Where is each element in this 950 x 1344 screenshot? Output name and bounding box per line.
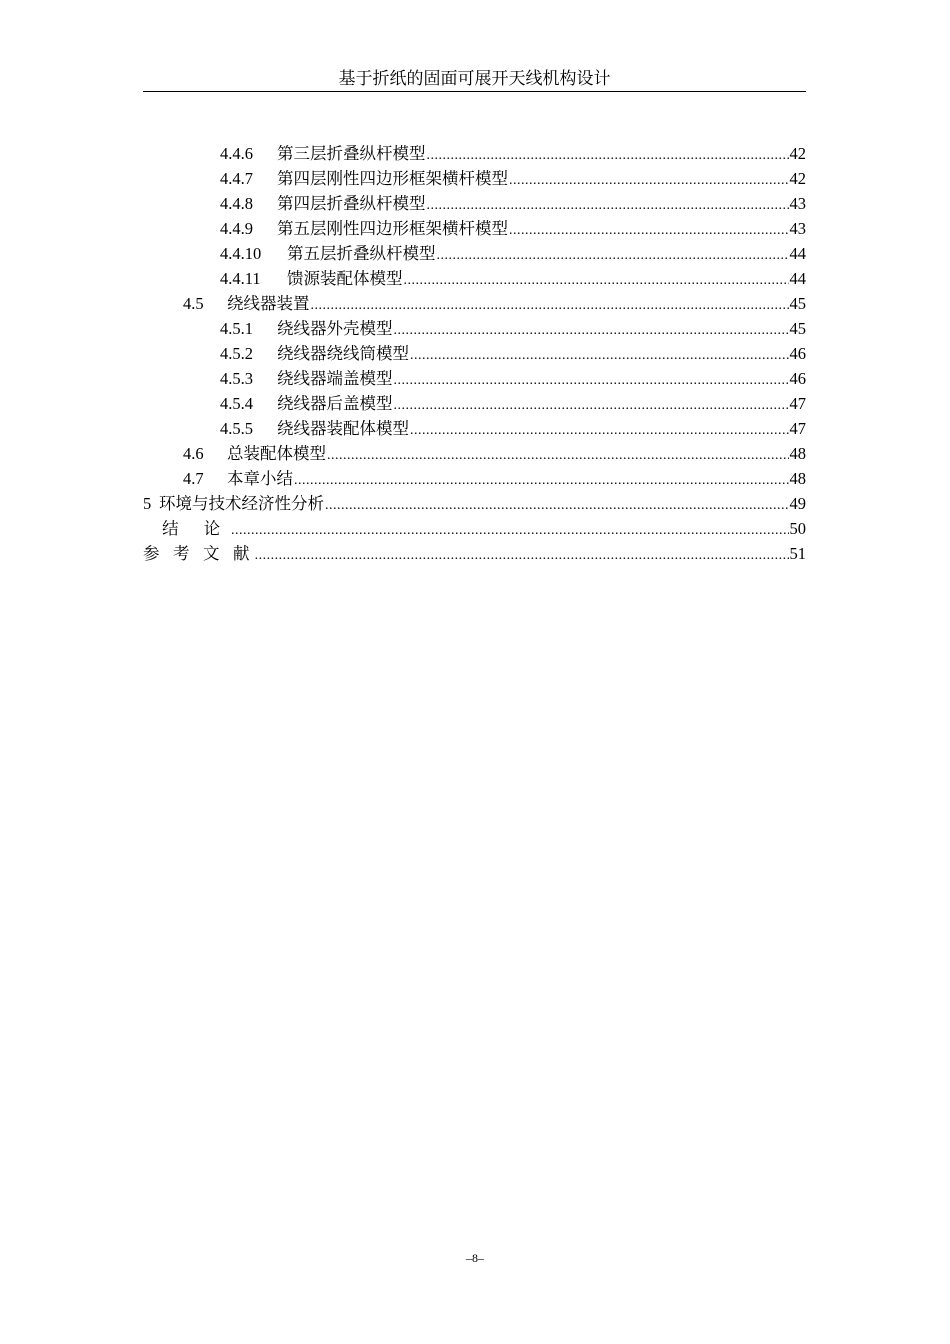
- toc-entry-page: 46: [789, 344, 806, 363]
- toc-entry-5[interactable]: [143, 491, 806, 516]
- toc-dot-leader: [404, 268, 789, 293]
- toc-entry-title: 绕线器后盖模型: [277, 394, 393, 413]
- toc-entry-title: 绕线器外壳模型: [277, 319, 393, 338]
- toc-entry-4-7[interactable]: [143, 466, 806, 491]
- toc-entry-4-4-6[interactable]: [143, 141, 806, 166]
- toc-entry-title: 第三层折叠纵杆模型: [277, 144, 426, 163]
- toc-entry-page: 49: [789, 494, 806, 513]
- toc-entry-number: 4.6: [183, 444, 204, 463]
- toc-dot-leader: [427, 193, 789, 218]
- toc-entry-number: 4.4.11: [220, 269, 261, 288]
- toc-entry-page: 47: [789, 394, 806, 413]
- toc-entry-number: 4.5.1: [220, 319, 253, 338]
- toc-entry-title: 第四层折叠纵杆模型: [277, 194, 426, 213]
- toc-entry-page: 44: [789, 269, 806, 288]
- toc-entry-number: 4.4.8: [220, 194, 253, 213]
- toc-entry-title: 第五层刚性四边形框架横杆模型: [277, 219, 508, 238]
- toc-entry-number: 4.5.2: [220, 344, 253, 363]
- toc-entry-4-4-11[interactable]: [143, 266, 806, 291]
- toc-entry-title: 本章小结: [227, 469, 293, 488]
- toc-entry-page: 48: [789, 444, 806, 463]
- toc-entry-page: 42: [789, 169, 806, 188]
- toc-entry-page: 50: [789, 519, 806, 538]
- toc-dot-leader: [509, 168, 789, 193]
- toc-entry-number: 4.4.7: [220, 169, 253, 188]
- toc-dot-leader: [410, 418, 789, 443]
- toc-dot-leader: [394, 368, 789, 393]
- toc-entry-title: 绕线器绕线筒模型: [277, 344, 409, 363]
- toc-entry-title: 总装配体模型: [227, 444, 326, 463]
- toc-entry-page: 43: [789, 194, 806, 213]
- toc-entry-number: 4.4.9: [220, 219, 253, 238]
- toc-entry-4-4-8[interactable]: [143, 191, 806, 216]
- toc-dot-leader: [410, 343, 789, 368]
- toc-entry-4-4-10[interactable]: [143, 241, 806, 266]
- toc-entry-title: 绕线器装配体模型: [277, 419, 409, 438]
- toc-entry-4-4-7[interactable]: [143, 166, 806, 191]
- toc-entry-title: 绕线器装置: [227, 294, 310, 313]
- toc-entry-conclusion[interactable]: [143, 516, 806, 541]
- toc-entry-4-4-9[interactable]: [143, 216, 806, 241]
- toc-entry-number: 4.7: [183, 469, 204, 488]
- toc-entry-title: 结 论: [162, 519, 231, 538]
- header-rule: [143, 91, 806, 92]
- toc-entry-number: 4.5.3: [220, 369, 253, 388]
- toc-entry-4-5-1[interactable]: [143, 316, 806, 341]
- toc-entry-page: 47: [789, 419, 806, 438]
- toc-entry-number: 4.5: [183, 294, 204, 313]
- toc-entry-references[interactable]: [143, 541, 806, 566]
- toc-dot-leader: [509, 218, 789, 243]
- toc-entry-page: 48: [789, 469, 806, 488]
- table-of-contents: [143, 141, 806, 566]
- toc-dot-leader: [437, 243, 789, 268]
- toc-entry-title: 馈源装配体模型: [287, 269, 403, 288]
- toc-dot-leader: [255, 543, 789, 568]
- toc-dot-leader: [311, 293, 789, 318]
- toc-entry-4-6[interactable]: [143, 441, 806, 466]
- toc-entry-number: 4.4.6: [220, 144, 253, 163]
- toc-entry-page: 42: [789, 144, 806, 163]
- toc-entry-title: 第五层折叠纵杆模型: [287, 244, 436, 263]
- toc-entry-number: 4.5.4: [220, 394, 253, 413]
- toc-entry-number: 4.4.10: [220, 244, 262, 263]
- toc-dot-leader: [394, 318, 789, 343]
- document-header-title: 基于折纸的固面可展开天线机构设计: [338, 69, 611, 89]
- toc-entry-title: 参 考 文 献: [143, 544, 254, 563]
- toc-entry-title: 绕线器端盖模型: [277, 369, 393, 388]
- toc-entry-4-5[interactable]: [143, 291, 806, 316]
- toc-dot-leader: [394, 393, 789, 418]
- toc-dot-leader: [427, 143, 789, 168]
- toc-entry-4-5-5[interactable]: [143, 416, 806, 441]
- toc-entry-4-5-2[interactable]: [143, 341, 806, 366]
- page-number: –8–: [466, 1251, 484, 1265]
- toc-dot-leader: [327, 443, 789, 468]
- toc-entry-page: 51: [789, 544, 806, 563]
- toc-entry-4-5-4[interactable]: [143, 391, 806, 416]
- toc-entry-page: 45: [789, 319, 806, 338]
- toc-entry-title: 环境与技术经济性分析: [159, 494, 324, 513]
- toc-entry-number: 5: [143, 494, 152, 513]
- toc-entry-4-5-3[interactable]: [143, 366, 806, 391]
- toc-entry-page: 43: [789, 219, 806, 238]
- toc-entry-page: 46: [789, 369, 806, 388]
- toc-dot-leader: [325, 493, 789, 518]
- toc-entry-page: 44: [789, 244, 806, 263]
- toc-entry-title: 第四层刚性四边形框架横杆模型: [277, 169, 508, 188]
- toc-entry-number: 4.5.5: [220, 419, 253, 438]
- toc-dot-leader: [231, 518, 788, 543]
- toc-dot-leader: [294, 468, 789, 493]
- toc-entry-page: 45: [789, 294, 806, 313]
